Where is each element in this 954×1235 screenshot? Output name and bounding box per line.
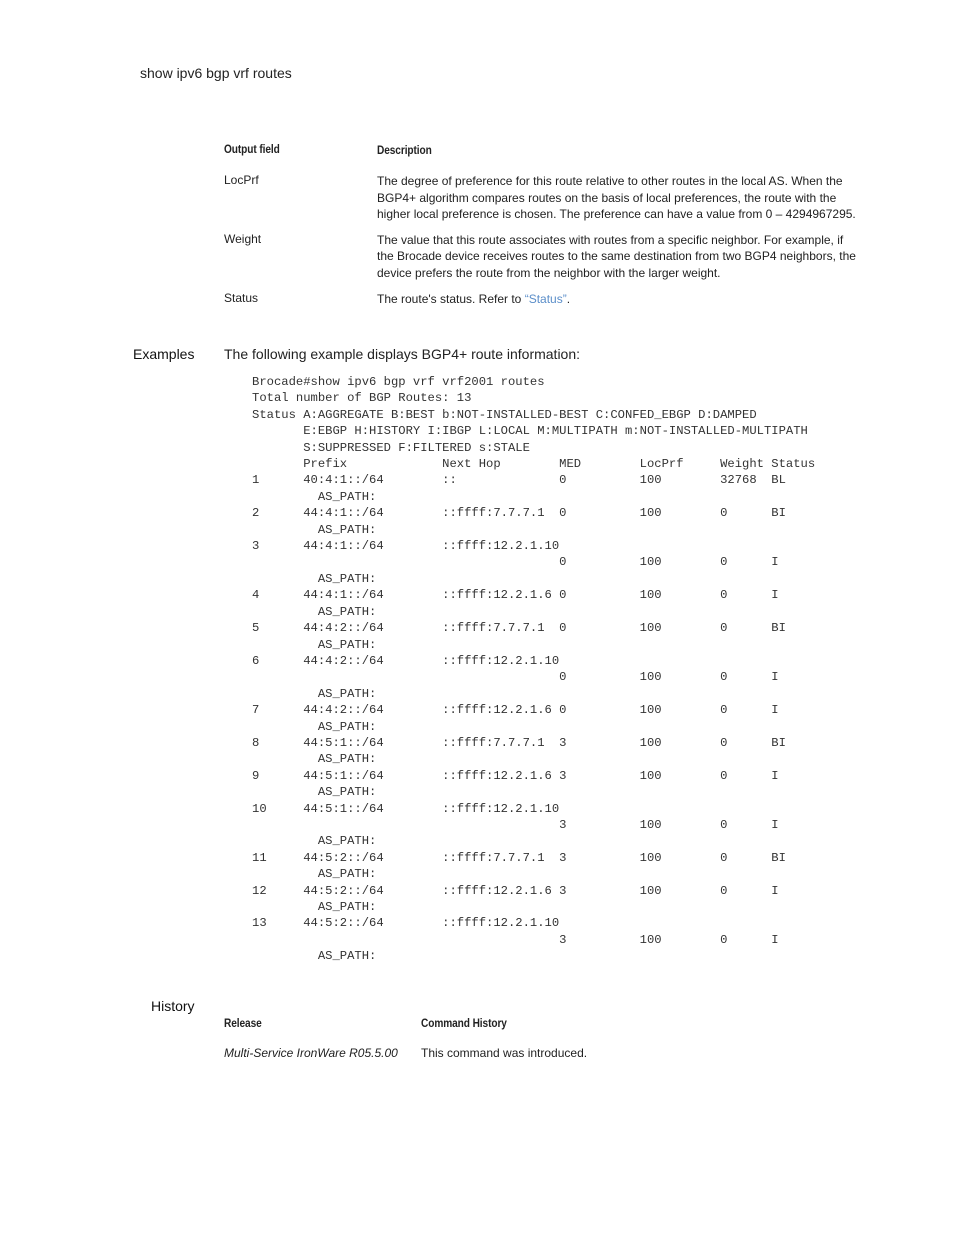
output-field-table [224, 142, 864, 307]
col-header-description: Description [377, 145, 432, 157]
table-header-row [224, 142, 864, 159]
table-row [224, 173, 864, 222]
examples-heading: Examples [133, 346, 195, 362]
field-description [377, 291, 857, 307]
cli-output-block: Brocade#show ipv6 bgp vrf vrf2001 routes Total number of BGP Routes: 13 Status A:AGGREGATE B:BEST b:NOT-INSTALLED-BEST C:CONFED_EBGP D:DAMPED E:EBGP H:HISTORY I:IBGP L:LOCAL M:MULTIPATH m:NOT-INSTALLED-MULTIPATH S:SUPPRESSED F:FILTERED s:STALE Prefix Next Hop MED LocPrf Weight Status 1 40:4:1::/64 :: 0 100 32768 BL AS_PATH: 2 44:4:1::/64 ::ffff:7.7.7.1 0 100 0 BI AS_PATH: 3 44:4:1::/64 ::ffff:12.2.1.10 0 100 0 I AS_PATH: 4 44:4:1::/64 ::ffff:12.2.1.6 0 100 0 I AS_PATH: 5 44:4:2::/64 ::ffff:7.7.7.1 0 100 0 BI AS_PATH: 6 44:4:2::/64 ::ffff:12.2.1.10 0 100 0 I AS_PATH: 7 44:4:2::/64 ::ffff:12.2.1.6 0 100 0 I AS_PATH: 8 44:5:1::/64 ::ffff:7.7.7.1 3 100 0 BI AS_PATH: 9 44:5:1::/64 ::ffff:12.2.1.6 3 100 0 I AS_PATH: 10 44:5:1::/64 ::ffff:12.2.1.10 3 100 0 I AS_PATH: 11 44:5:2::/64 ::ffff:7.7.7.1 3 100 0 BI AS_PATH: 12 44:5:2::/64 ::ffff:12.2.1.6 3 100 0 I AS_PATH: 13 44:5:2::/64 ::ffff:12.2.1.10 3 100 0 I AS_PATH: [252, 375, 816, 964]
history-row [224, 1046, 587, 1060]
release-version: Multi-Service IronWare R05.5.00 [224, 1046, 398, 1060]
description-suffix: . [566, 292, 571, 307]
col-header-command-history: Command History [421, 1018, 507, 1030]
status-link[interactable]: “Status” [524, 292, 567, 307]
col-header-release: Release [224, 1018, 262, 1030]
col-header-field: Output field [224, 144, 280, 156]
field-name: LocPrf [224, 173, 259, 188]
history-heading: History [151, 998, 195, 1014]
table-row [224, 291, 864, 307]
history-entry: This command was introduced. [421, 1046, 588, 1060]
examples-intro: The following example displays BGP4+ route information: [224, 346, 581, 362]
description-text: The route's status. Refer to [377, 292, 525, 307]
table-row [224, 232, 864, 281]
field-name: Weight [224, 232, 262, 247]
history-table [224, 1016, 587, 1060]
field-description: The value that this route associates with routes from a specific neighbor. For example, if the Brocade device receives routes to the same destination from two BGP4 neighbors, the device prefers the route from the neighbor with the larger weight. [377, 233, 856, 280]
history-header-row [224, 1016, 587, 1030]
field-description: The degree of preference for this route relative to other routes in the local AS. When the BGP4+ algorithm compares routes on the basis of local preferences, the route with the higher local preference is chosen. The preference can have a value from 0 – 4294967295. [377, 174, 856, 221]
running-title: show ipv6 bgp vrf routes [140, 65, 292, 81]
field-name: Status [224, 291, 259, 306]
